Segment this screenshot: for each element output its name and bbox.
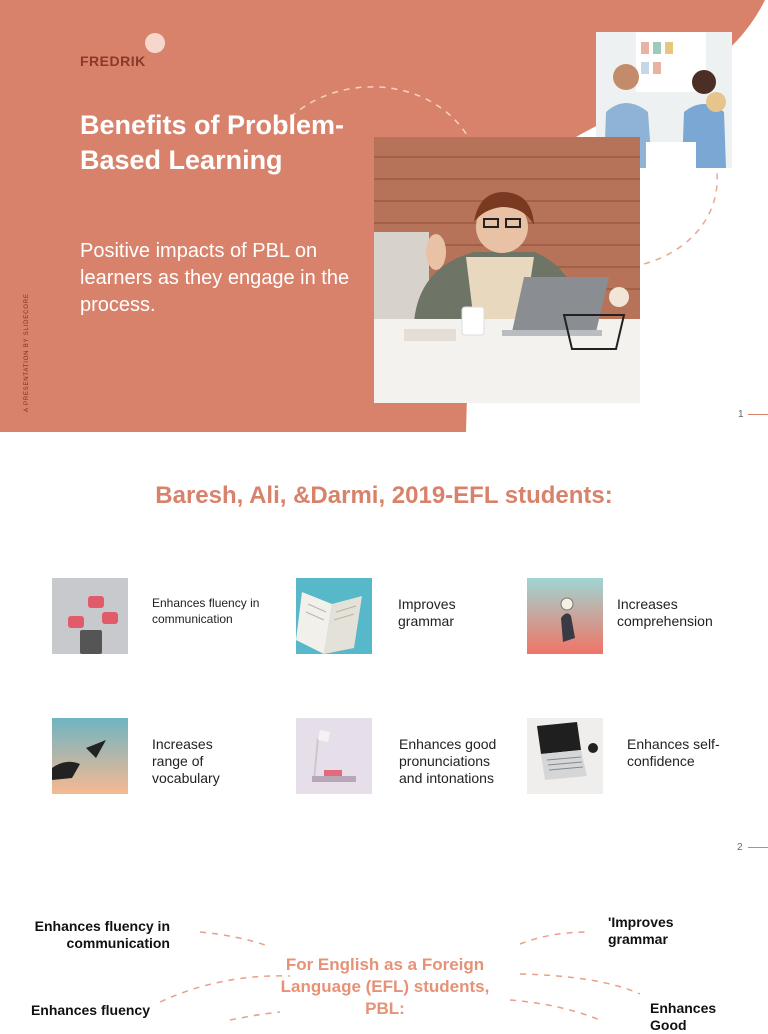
paper-plane-icon (52, 718, 128, 794)
brand-name: FREDRIK (80, 53, 146, 69)
slide-1 (0, 0, 768, 432)
slide-2-heading: Baresh, Ali, &Darmi, 2019-EFL students: (155, 482, 613, 509)
feature-grammar (296, 578, 478, 654)
feature-label: Increases comprehension (617, 596, 713, 629)
smartphone-hearts-icon (52, 578, 128, 654)
feature-fluency (52, 578, 262, 654)
feature-vocabulary (52, 718, 242, 794)
teacher-laptop-photo (374, 137, 640, 403)
page-number: 1 (738, 409, 744, 420)
slide-subtitle: Positive impacts of PBL on learners as they engage in the process. (80, 240, 350, 316)
decor-dot (145, 33, 165, 53)
feature-label: Enhances self-confidence (627, 736, 720, 769)
label-good-right: Enhances Good (650, 1000, 717, 1033)
desk-lamp-icon (296, 718, 372, 794)
laptop-icon (527, 718, 603, 794)
label-fluency-left: Enhances fluency in communication (34, 918, 170, 951)
slide-3 (0, 864, 768, 1033)
feature-label: Enhances good pronunciations and intonations (399, 736, 497, 786)
slide-title: Benefits of Problem-Based Learning (80, 110, 345, 175)
feature-confidence (527, 718, 747, 794)
label-fluency-left-2: Enhances fluency (30, 1002, 150, 1018)
slide-2 (0, 432, 768, 864)
feature-label: Improves grammar (398, 596, 456, 629)
feature-pronunciation (296, 718, 509, 794)
open-book-icon (296, 578, 372, 654)
label-grammar-right: 'Improves grammar (608, 914, 674, 947)
light-bulb-icon (527, 578, 603, 654)
presentation-credit: A PRESENTATION BY SLIDECORE (24, 293, 30, 412)
page-number-line (748, 414, 768, 415)
slide-3-center-text: For English as a Foreign Language (EFL) students, PBL: (280, 955, 490, 1018)
feature-comprehension (527, 578, 747, 654)
feature-label: Increases range of vocabulary (152, 736, 220, 786)
page-number: 2 (737, 842, 743, 853)
page-number-line (748, 847, 768, 848)
feature-label: Enhances fluency in communication (152, 596, 260, 626)
